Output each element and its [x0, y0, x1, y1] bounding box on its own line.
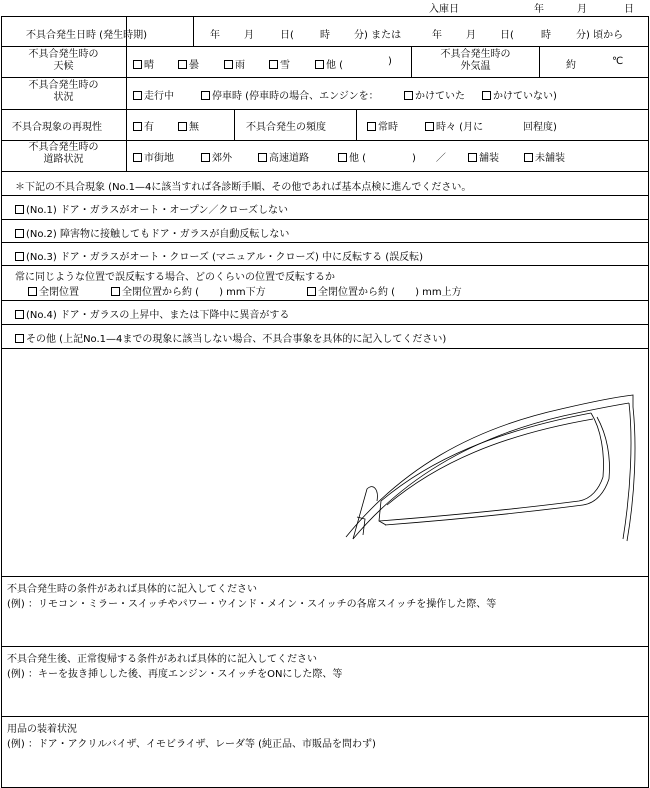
checkbox-icon	[15, 334, 24, 343]
reversal-option-full[interactable]: 全閉位置	[28, 283, 79, 298]
window-bottom-sill	[379, 477, 603, 521]
checkbox-icon	[133, 122, 142, 131]
road-option-paved[interactable]: 舗装	[468, 149, 499, 164]
accessory-title: 用品の装着状況	[7, 724, 77, 735]
checkbox-icon	[258, 153, 267, 162]
frequency-times: 回程度)	[523, 122, 557, 133]
road-label: 不具合発生時の 道路状況	[28, 142, 99, 165]
window-glass-top	[381, 413, 591, 501]
recovery-input-area[interactable]	[2, 680, 648, 715]
weather-other-close: )	[388, 56, 392, 67]
symptom-no4[interactable]: (No.4) ドア・ガラスの上昇中、または下降中に異音がする	[15, 306, 289, 321]
door-front-edge	[353, 487, 377, 539]
checkbox-icon	[15, 205, 24, 214]
arrival-year-label: 年	[534, 4, 544, 15]
symptom-no1[interactable]: (No.1) ドア・ガラスがオート・オープン／クローズしない	[15, 201, 288, 216]
repro-option-no[interactable]: 無	[178, 118, 199, 133]
window-glass-inner	[387, 419, 593, 505]
checkbox-icon	[15, 310, 24, 319]
checkbox-icon	[133, 60, 142, 69]
arrival-month-label: 月	[577, 4, 587, 15]
condition-title: 不具合発生時の条件があれば具体的に記入してください	[7, 584, 257, 595]
arrival-date-label: 入庫日	[429, 4, 459, 15]
datetime-day: 日(	[280, 30, 294, 41]
weather-option-cloudy[interactable]: 曇	[178, 56, 199, 71]
checkbox-icon	[111, 287, 120, 296]
checkbox-icon	[178, 60, 187, 69]
checkbox-icon	[367, 122, 376, 131]
symptom-note: ＊下記の不具合現象 (No.1—4に該当すれば各診断手順、その他であれば基本点検に進んでください。	[15, 182, 472, 193]
situation-option-driving[interactable]: 走行中	[133, 87, 174, 102]
checkbox-icon	[15, 252, 24, 261]
road-other-close: ) ／	[412, 153, 446, 164]
road-option-unpaved[interactable]: 未舗装	[524, 149, 565, 164]
checkbox-icon	[315, 60, 324, 69]
symptom-no3[interactable]: (No.3) ドア・ガラスがオート・クローズ (マニュアル・クローズ) 中に反転する (誤反転)	[15, 248, 423, 263]
datetime-year2: 年	[432, 30, 442, 41]
checkbox-icon	[178, 122, 187, 131]
checkbox-icon	[201, 91, 210, 100]
road-option-highway[interactable]: 高速道路	[258, 149, 309, 164]
datetime-min-or: 分) または	[354, 30, 402, 41]
b-pillar-line	[591, 413, 604, 477]
reversal-position-question: 常に同じような位置で誤反転する場合、どのくらいの位置で反転するか	[15, 272, 335, 283]
symptom-other[interactable]: その他 (上記No.1—4までの現象に該当しない場合、不具合事象を具体的に記入してください)	[15, 330, 446, 345]
temp-approx: 約	[566, 60, 576, 71]
checkbox-icon	[307, 287, 316, 296]
frequency-option-always[interactable]: 常時	[367, 118, 398, 133]
checkbox-icon	[201, 153, 210, 162]
arrival-day-label: 日	[624, 4, 634, 15]
frequency-label: 不具合発生の頻度	[246, 122, 326, 133]
checkbox-icon	[15, 229, 24, 238]
checkbox-icon	[524, 153, 533, 162]
weather-option-other[interactable]: 他 (	[315, 56, 343, 71]
datetime-hour2: 時	[541, 30, 551, 41]
reversal-option-below[interactable]: 全閉位置から約 ( ) mm下方	[111, 283, 266, 298]
checkbox-icon	[28, 287, 37, 296]
datetime-day2: 日(	[500, 30, 514, 41]
condition-example: (例) ：リモコン・ミラー・スイッチやパワー・ウインド・メイン・スイッチの各席スイッチを操作した際、等	[7, 599, 497, 610]
datetime-month: 月	[244, 30, 254, 41]
symptom-no2[interactable]: (No.2) 障害物に接触してもドア・ガラスが自動反転しない	[15, 225, 289, 240]
repro-label: 不具合現象の再現性	[12, 122, 102, 133]
datetime-month2: 月	[466, 30, 476, 41]
repro-option-yes[interactable]: 有	[133, 118, 154, 133]
checkbox-icon	[338, 153, 347, 162]
window-front-pillar	[379, 501, 386, 525]
outside-temp-label: 不具合発生時の 外気温	[440, 49, 511, 72]
weather-option-snow[interactable]: 雪	[269, 56, 290, 71]
condition-input-area[interactable]	[2, 610, 648, 645]
recovery-example: (例) ：キーを抜き挿しした後、再度エンジン・スイッチをONにした際、等	[7, 669, 343, 680]
checkbox-icon	[133, 153, 142, 162]
weather-label: 不具合発生時の 天候	[28, 49, 99, 72]
door-window-illustration	[1, 349, 648, 576]
accessory-example: (例) ：ドア・アクリルバイザ、イモビライザ、レーダ等 (純正品、市販品を問わず)	[7, 739, 376, 750]
datetime-label: 不具合発生日時 (発生時期)	[26, 30, 147, 41]
weather-option-rain[interactable]: 雨	[224, 56, 245, 71]
door-frame-line	[353, 403, 629, 539]
weather-option-sunny[interactable]: 晴	[133, 56, 154, 71]
situation-option-parked[interactable]: 停車時 (停車時の場合、エンジンを：	[201, 87, 379, 102]
frequency-option-sometimes[interactable]: 時々 (月に	[425, 118, 483, 133]
datetime-hour: 時	[320, 30, 330, 41]
recovery-title: 不具合発生後、正常復帰する条件があれば具体的に記入してください	[7, 654, 317, 665]
road-option-suburb[interactable]: 郊外	[201, 149, 232, 164]
accessory-input-area[interactable]	[2, 750, 648, 785]
road-option-city[interactable]: 市街地	[133, 149, 174, 164]
checkbox-icon	[224, 60, 233, 69]
door-rear-edge	[623, 403, 631, 539]
checkbox-icon	[133, 91, 142, 100]
datetime-min-about: 分) 頃から	[576, 30, 624, 41]
engine-option-off[interactable]: かけていない)	[482, 87, 557, 102]
checkbox-icon	[269, 60, 278, 69]
reversal-option-above[interactable]: 全閉位置から約 ( ) mm上方	[307, 283, 462, 298]
checkbox-icon	[482, 91, 491, 100]
temp-unit: ℃	[612, 56, 624, 67]
datetime-year: 年	[210, 30, 220, 41]
checkbox-icon	[468, 153, 477, 162]
checkbox-icon	[404, 91, 413, 100]
checkbox-icon	[425, 122, 434, 131]
situation-label: 不具合発生時の 状況	[28, 80, 99, 103]
road-option-other[interactable]: 他 (	[338, 149, 366, 164]
engine-option-on[interactable]: かけていた	[404, 87, 465, 102]
